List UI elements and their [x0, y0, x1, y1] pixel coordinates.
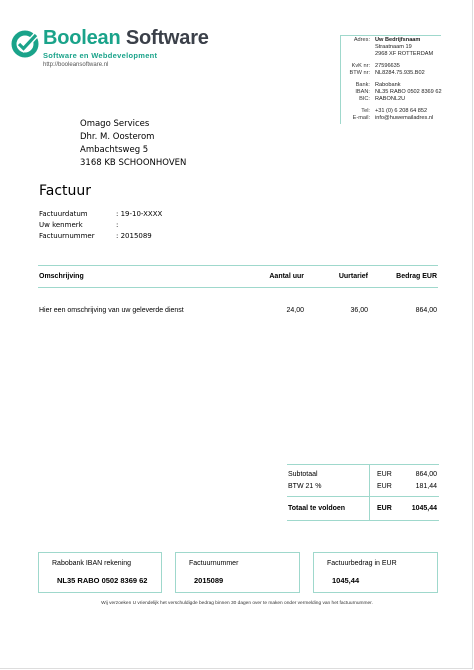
- company-url[interactable]: http://booleansoftware.nl: [43, 62, 109, 68]
- payment-instruction: Wij verzoeken U vriendelijk het verschuldigde bedrag binnen 30 dagen over te maken onder vermelding van het factuurnummer.: [101, 601, 373, 606]
- total-value: 1045,44: [411, 505, 437, 512]
- company-info-label: [330, 51, 375, 58]
- meta-value: : 19-10-XXXX: [116, 210, 163, 218]
- column-header-rate: Uurtarief: [338, 273, 368, 280]
- meta-row-date: [39, 209, 162, 220]
- company-info-label: IBAN:: [355, 89, 370, 95]
- row-description: Hier een omschrijving van uw geleverde dienst: [39, 307, 184, 314]
- invoice-title: Factuur: [39, 183, 92, 199]
- company-info: [330, 37, 465, 122]
- meta-key: Factuurdatum: [39, 210, 88, 218]
- company-info-value: +31 (0) 6 208 64 852: [375, 108, 428, 114]
- company-info-row: [330, 37, 465, 44]
- company-info-row: [330, 51, 465, 58]
- recipient-city: 3168 KB SCHOONHOVEN: [80, 158, 187, 168]
- company-info-label: Adres:: [353, 37, 370, 43]
- row-amount: 864,00: [415, 307, 437, 314]
- meta-value: :: [116, 221, 119, 229]
- company-info-row: [330, 108, 465, 115]
- meta-value: : 2015089: [116, 232, 152, 240]
- total-label: Totaal te voldoen: [288, 505, 346, 512]
- payment-invoice-box: [175, 552, 300, 593]
- payment-iban-box: [38, 552, 162, 593]
- payment-iban-value: NL35 RABO 0502 8369 62: [57, 576, 148, 585]
- company-info-value: 27596635: [375, 63, 400, 69]
- vat-label: BTW 21 %: [288, 483, 322, 490]
- company-info-label: E-mail:: [352, 115, 370, 121]
- payment-invoice-value: 2015089: [194, 576, 224, 585]
- recipient-contact: Dhr. M. Oosterom: [80, 132, 155, 142]
- vat-value: 181,44: [415, 483, 437, 490]
- company-info-value: NL35 RABO 0502 8369 62: [375, 89, 442, 95]
- column-header-description: Omschrijving: [39, 273, 84, 280]
- subtotal-currency: EUR: [377, 471, 392, 478]
- boolean-logo-icon: [11, 30, 39, 58]
- payment-iban-label: Rabobank IBAN rekening: [52, 560, 131, 567]
- company-info-label: Tel:: [361, 108, 370, 114]
- payment-amount-box: [313, 552, 438, 593]
- company-info-row: [330, 63, 465, 70]
- company-info-label: Bank:: [355, 82, 370, 88]
- meta-row-number: [39, 231, 162, 242]
- vat-currency: EUR: [377, 483, 392, 490]
- invoice-meta: [39, 209, 162, 242]
- totals-bottom-divider: [287, 520, 439, 521]
- company-info-label: [330, 44, 375, 51]
- payment-amount-label: Factuurbedrag in EUR: [327, 560, 397, 567]
- company-info-label: BIC:: [359, 96, 370, 102]
- meta-key: Factuurnummer: [39, 232, 95, 240]
- table-top-divider: [38, 265, 438, 266]
- company-info-value: info@huwemailadres.nl: [375, 115, 434, 121]
- column-header-amount: Bedrag EUR: [396, 273, 437, 280]
- meta-row-reference: [39, 220, 162, 231]
- company-info-value: Rabobank: [375, 82, 401, 88]
- company-info-row: [330, 89, 465, 96]
- company-info-value: 2968 XF ROTTERDAM: [375, 51, 434, 57]
- totals-vertical-divider: [369, 464, 370, 520]
- company-info-value: Straatnaam 19: [375, 44, 412, 50]
- totals-top-divider: [287, 464, 439, 465]
- company-info-label: KvK nr:: [351, 63, 370, 69]
- company-info-value: Uw Bedrijfsnaam: [375, 37, 421, 43]
- company-info-row: [330, 115, 465, 122]
- subtotal-label: Subtotaal: [288, 471, 318, 478]
- payment-invoice-label: Factuurnummer: [189, 560, 239, 567]
- payment-amount-value: 1045,44: [332, 576, 360, 585]
- company-tagline: Software en Webdevelopment: [43, 51, 158, 60]
- company-info-row: [330, 44, 465, 51]
- row-hours: 24,00: [286, 307, 304, 314]
- subtotal-value: 864,00: [415, 471, 437, 478]
- meta-key: Uw kenmerk: [39, 221, 83, 229]
- row-rate: 36,00: [350, 307, 368, 314]
- recipient-address: [80, 118, 186, 170]
- company-info-row: [330, 96, 465, 103]
- recipient-company: Omago Services: [80, 119, 150, 129]
- column-header-hours: Aantal uur: [269, 273, 304, 280]
- company-info-label: BTW nr:: [349, 70, 370, 76]
- total-currency: EUR: [377, 505, 392, 512]
- company-info-row: [330, 70, 465, 77]
- totals-sum-divider: [287, 496, 439, 497]
- company-logo-name: Boolean Software: [43, 27, 209, 49]
- company-info-row: [330, 82, 465, 89]
- table-header-divider: [38, 287, 438, 288]
- recipient-street: Ambachtsweg 5: [80, 145, 149, 155]
- company-info-value: NL8284.75.935.B02: [375, 70, 425, 76]
- company-info-value: RABONL2U: [375, 96, 406, 102]
